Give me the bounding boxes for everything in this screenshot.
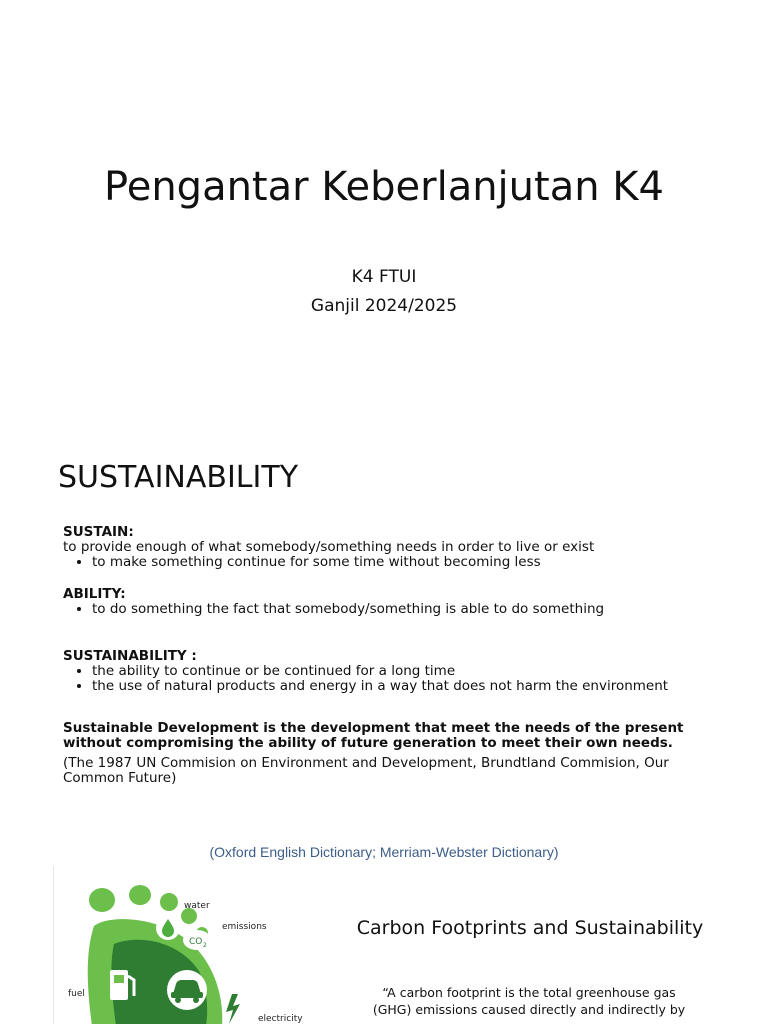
svg-text:CO: CO bbox=[189, 937, 203, 947]
toe-shape bbox=[160, 893, 178, 911]
dictionary-source: (Oxford English Dictionary; Merriam-Webster Dictionary) bbox=[209, 844, 559, 860]
list-item: • to make something continue for some time without becoming less bbox=[92, 555, 723, 570]
sustain-definition bbox=[63, 525, 723, 570]
sd-source bbox=[63, 756, 723, 786]
ability-label: ABILITY: bbox=[63, 586, 126, 602]
carbon-footprint-title: Carbon Footprints and Sustainability bbox=[356, 917, 704, 939]
sd-statement bbox=[63, 721, 723, 751]
sustainability-label: SUSTAINABILITY : bbox=[63, 648, 197, 664]
sustain-label: SUSTAIN: bbox=[63, 524, 134, 540]
carbon-footprint-quote: “A carbon footprint is the total greenhouse gas (GHG) emissions caused directly and indirectly by bbox=[372, 985, 686, 1017]
slide-title: Pengantar Keberlanjutan K4 bbox=[104, 164, 664, 210]
list-item: • the ability to continue or be continued for a long time bbox=[92, 664, 723, 679]
svg-text:2: 2 bbox=[203, 942, 207, 949]
electricity-bolt-icon bbox=[226, 994, 240, 1024]
slide-subtitle-course: K4 FTUI bbox=[351, 267, 417, 287]
carbon-footprint-illustration bbox=[53, 866, 305, 1024]
toe-shape bbox=[89, 888, 115, 912]
slide-subtitle-term: Ganjil 2024/2025 bbox=[310, 296, 458, 316]
emissions-label: emissions bbox=[222, 922, 267, 932]
co2-cloud-icon bbox=[183, 930, 211, 950]
section-title: SUSTAINABILITY bbox=[58, 460, 299, 495]
sustain-text: to provide enough of what somebody/something needs in order to live or exist bbox=[63, 539, 595, 555]
water-label: water bbox=[184, 901, 210, 911]
list-item: • the use of natural products and energy in a way that does not harm the environment bbox=[92, 679, 723, 694]
water-drop-icon bbox=[156, 916, 180, 940]
electricity-label: electricity bbox=[258, 1014, 303, 1024]
sd-source-text: (The 1987 UN Commision on Environment and Development, Brundtland Commision, Our Common Future) bbox=[63, 755, 669, 786]
list-item: • to do something the fact that somebody/something is able to do something bbox=[92, 602, 723, 617]
sustain-bullets bbox=[63, 555, 723, 570]
sustainability-bullets bbox=[63, 664, 723, 694]
toe-shape bbox=[129, 885, 151, 905]
sd-statement-text: Sustainable Development is the development that meet the needs of the present without compromising the ability of future generation to meet their own needs. bbox=[63, 720, 684, 751]
car-icon bbox=[167, 970, 207, 1010]
sustainability-definition bbox=[63, 649, 723, 694]
ability-definition bbox=[63, 587, 723, 617]
fuel-label: fuel bbox=[68, 989, 85, 999]
ability-bullets bbox=[63, 602, 723, 617]
